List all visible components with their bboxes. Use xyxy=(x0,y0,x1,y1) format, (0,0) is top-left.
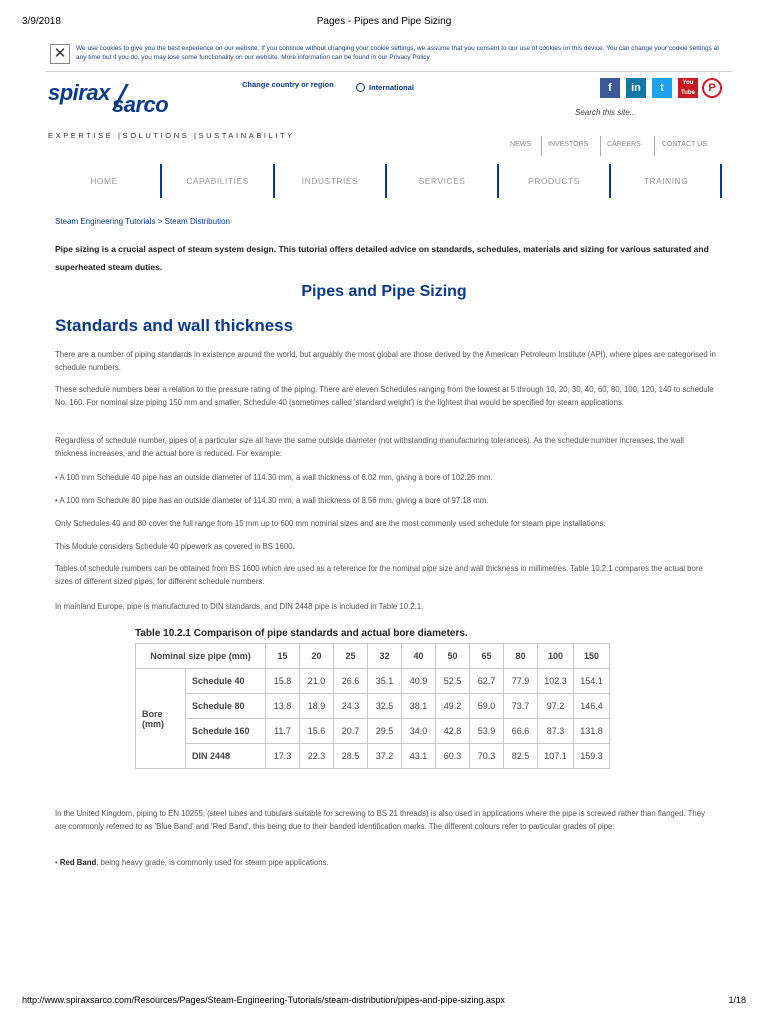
table-cell: 40.9 xyxy=(402,669,436,694)
divider xyxy=(720,164,722,198)
paragraph: Only Schedules 40 and 80 cover the full range from 15 mm up to 600 mm nominal sizes and are the most commonly used schedule for steam pipe installations. xyxy=(55,519,606,528)
facebook-icon[interactable]: f xyxy=(600,78,620,98)
nav-training[interactable]: TRAINING xyxy=(643,176,689,186)
size-header: 65 xyxy=(470,644,504,669)
table-cell: 24.3 xyxy=(334,694,368,719)
table-cell: 34.0 xyxy=(402,719,436,744)
size-header: 50 xyxy=(436,644,470,669)
nav-home[interactable]: HOME xyxy=(90,176,118,186)
divider xyxy=(654,136,655,156)
page-title: Pipes and Pipe Sizing xyxy=(301,283,467,300)
table-cell: 43.1 xyxy=(402,744,436,769)
table-cell: 20.7 xyxy=(334,719,368,744)
bore-comparison-table xyxy=(135,643,610,769)
row-label: Schedule 80 xyxy=(186,694,266,719)
table-cell: 87.3 xyxy=(538,719,574,744)
table-cell: 146.4 xyxy=(574,694,610,719)
table-cell: 154.1 xyxy=(574,669,610,694)
table-cell: 22.3 xyxy=(300,744,334,769)
nav-link-news[interactable]: NEWS xyxy=(510,141,531,148)
table-cell: 62.7 xyxy=(470,669,504,694)
table-cell: 82.5 xyxy=(504,744,538,769)
divider xyxy=(46,71,732,72)
size-header: 32 xyxy=(368,644,402,669)
intro-text: Pipe sizing is a crucial aspect of steam system design. This tutorial offers detailed advice on standards, schedules, materials and sizing for various saturated and superheated steam duties. xyxy=(55,244,709,272)
table-cell: 28.5 xyxy=(334,744,368,769)
logo-word-spirax: spirax xyxy=(48,80,110,105)
print-header xyxy=(22,16,746,30)
table-row xyxy=(136,694,610,719)
table-cell: 13.8 xyxy=(266,694,300,719)
cookie-message: We use cookies to give you the best experience on our website. If you continue without changing your cookie settings, we assume that you consent to our use of cookies on this device. You can change your cookie settings at any time but if you do, you may lose some functionality on our website. More information can be found in our Privacy Policy xyxy=(76,45,720,61)
list-item: • Red Band, being heavy grade, is commonly used for steam pipe applications. xyxy=(55,858,329,867)
nav-industries[interactable]: INDUSTRIES xyxy=(301,176,359,186)
table-cell: 15.8 xyxy=(266,669,300,694)
cookie-banner xyxy=(46,42,726,66)
breadcrumb[interactable]: Steam Engineering Tutorials > Steam Distribution xyxy=(55,217,230,226)
table-cell: 35.1 xyxy=(368,669,402,694)
table-cell: 38.1 xyxy=(402,694,436,719)
size-header: 15 xyxy=(266,644,300,669)
table-cell: 11.7 xyxy=(266,719,300,744)
divider xyxy=(600,136,601,156)
table-cell: 26.6 xyxy=(334,669,368,694)
globe-icon xyxy=(356,83,365,92)
nav-link-contact-us[interactable]: CONTACT US xyxy=(662,141,707,148)
paragraph: In the United Kingdom, piping to EN 10255, (steel tubes and tubulars suitable for screwing to BS 21 threads) is also used in applications where the pipe is screwed rather than flanged. They are commonly referred to as 'Blue Band' and 'Red Band', this being due to their banded identification marks. The different colours refer to particular grades of pipe: xyxy=(55,809,705,831)
main-nav xyxy=(48,164,723,198)
table-cell: 53.9 xyxy=(470,719,504,744)
nav-products[interactable]: PRODUCTS xyxy=(528,176,580,186)
close-icon[interactable]: ✕ xyxy=(50,44,70,64)
table-cell: 49.2 xyxy=(436,694,470,719)
change-country-link[interactable]: Change country or region xyxy=(242,80,334,89)
table-cell: 59.0 xyxy=(470,694,504,719)
print-page-title: Pages - Pipes and Pipe Sizing xyxy=(316,16,452,27)
table-cell: 17.3 xyxy=(266,744,300,769)
table-cell: 73.7 xyxy=(504,694,538,719)
logo-word-sarco: sarco xyxy=(112,92,169,117)
pinterest-icon[interactable]: P xyxy=(702,78,722,98)
table-cell: 159.3 xyxy=(574,744,610,769)
table-cell: 52.5 xyxy=(436,669,470,694)
site-logo[interactable] xyxy=(48,80,208,117)
table-cell: 66.6 xyxy=(504,719,538,744)
table-cell: 21.0 xyxy=(300,669,334,694)
paragraph: Tables of schedule numbers can be obtained from BS 1600 which are used as a reference for the nominal pipe size and wall thickness in millimetres. Table 10.2.1 compares the actual bore sizes of different sized pipes, for different schedule numbers. xyxy=(55,564,703,586)
section-heading: Standards and wall thickness xyxy=(55,316,294,335)
paragraph: There are a number of piping standards in existence around the world, but arguably the most global are those derived by the American Petroleum Institute (API), where pipes are categorised in schedule numbers. xyxy=(55,350,716,372)
size-header: 100 xyxy=(538,644,574,669)
print-date: 3/9/2018 xyxy=(22,16,61,27)
nav-capabilities[interactable]: CAPABILITIES xyxy=(186,176,249,186)
table-cell: 18.9 xyxy=(300,694,334,719)
print-footer xyxy=(22,995,746,1009)
size-header: 80 xyxy=(504,644,538,669)
table-row xyxy=(136,669,610,694)
youtube-icon[interactable]: You Tube xyxy=(678,78,698,98)
print-url: http://www.spiraxsarco.com/Resources/Pages/Steam-Engineering-Tutorials/steam-distribution/pipes-and-pipe-sizing.aspx xyxy=(22,995,505,1005)
size-header: 40 xyxy=(402,644,436,669)
table-cell: 42.8 xyxy=(436,719,470,744)
table-cell: 97.2 xyxy=(538,694,574,719)
table-cell: 70.3 xyxy=(470,744,504,769)
nav-services[interactable]: SERVICES xyxy=(418,176,466,186)
international-link[interactable] xyxy=(356,83,414,92)
paragraph: In mainland Europe, pipe is manufactured to DIN standards, and DIN 2448 pipe is included in Table 10.2.1. xyxy=(55,602,424,611)
table-cell: 29.5 xyxy=(368,719,402,744)
table-cell: 60.3 xyxy=(436,744,470,769)
page-number: 1/18 xyxy=(728,995,746,1005)
international-label: International xyxy=(369,83,415,92)
search-input[interactable]: Search this site... xyxy=(575,108,637,117)
table-cell: 37.2 xyxy=(368,744,402,769)
paragraph: These schedule numbers bear a relation to the pressure rating of the piping. There are eleven Schedules ranging from the lowest at 5 through 10, 20, 30, 40, 60, 80, 100, 120, 140 to schedule No. 160. For nominal size piping 150 mm and smaller, Schedule 40 (sometimes called 'standard weight') is the lightest that would be specified for steam applications. xyxy=(55,385,714,407)
twitter-icon[interactable]: t xyxy=(652,78,672,98)
size-header: 20 xyxy=(300,644,334,669)
red-band-label: Red Band xyxy=(59,858,97,867)
divider xyxy=(541,136,542,156)
nominal-size-header: Nominal size pipe (mm) xyxy=(136,644,266,669)
red-band-text: , being heavy grade, is commonly used for steam pipe applications. xyxy=(96,858,329,867)
size-header: 25 xyxy=(334,644,368,669)
nav-link-careers[interactable]: CAREERS xyxy=(607,141,641,148)
table-cell: 77.9 xyxy=(504,669,538,694)
row-label: Schedule 40 xyxy=(186,669,266,694)
table-cell: 102.3 xyxy=(538,669,574,694)
list-item: • A 100 mm Schedule 80 pipe has an outside diameter of 114.30 mm, a wall thickness of 8.56 mm, giving a bore of 97.18 mm. xyxy=(55,496,489,505)
size-header: 150 xyxy=(574,644,610,669)
paragraph: Regardless of schedule number, pipes of a particular size all have the same outside diameter (not withstanding manufacturing tolerances). As the schedule number increases, the wall thickness increases, and the actual bore is reduced. For example: xyxy=(55,436,684,458)
table-caption: Table 10.2.1 Comparison of pipe standards and actual bore diameters. xyxy=(135,628,468,639)
table-cell: 107.1 xyxy=(538,744,574,769)
linkedin-icon[interactable]: in xyxy=(626,78,646,98)
row-label: DIN 2448 xyxy=(186,744,266,769)
table-cell: 15.6 xyxy=(300,719,334,744)
row-label: Schedule 160 xyxy=(186,719,266,744)
paragraph: This Module considers Schedule 40 pipework as covered in BS 1600. xyxy=(55,542,295,551)
table-row xyxy=(136,719,610,744)
bore-label: Bore (mm) xyxy=(136,669,186,769)
tagline: EXPERTISE |SOLUTIONS |SUSTAINABILITY xyxy=(48,131,295,140)
table-header-row xyxy=(136,644,610,669)
table-cell: 32.5 xyxy=(368,694,402,719)
table-cell: 131.8 xyxy=(574,719,610,744)
nav-link-investors[interactable]: INVESTORS xyxy=(548,141,589,148)
list-item: • A 100 mm Schedule 40 pipe has an outside diameter of 114.30 mm, a wall thickness of 6.02 mm, giving a bore of 102.26 mm. xyxy=(55,473,493,482)
table-row xyxy=(136,744,610,769)
